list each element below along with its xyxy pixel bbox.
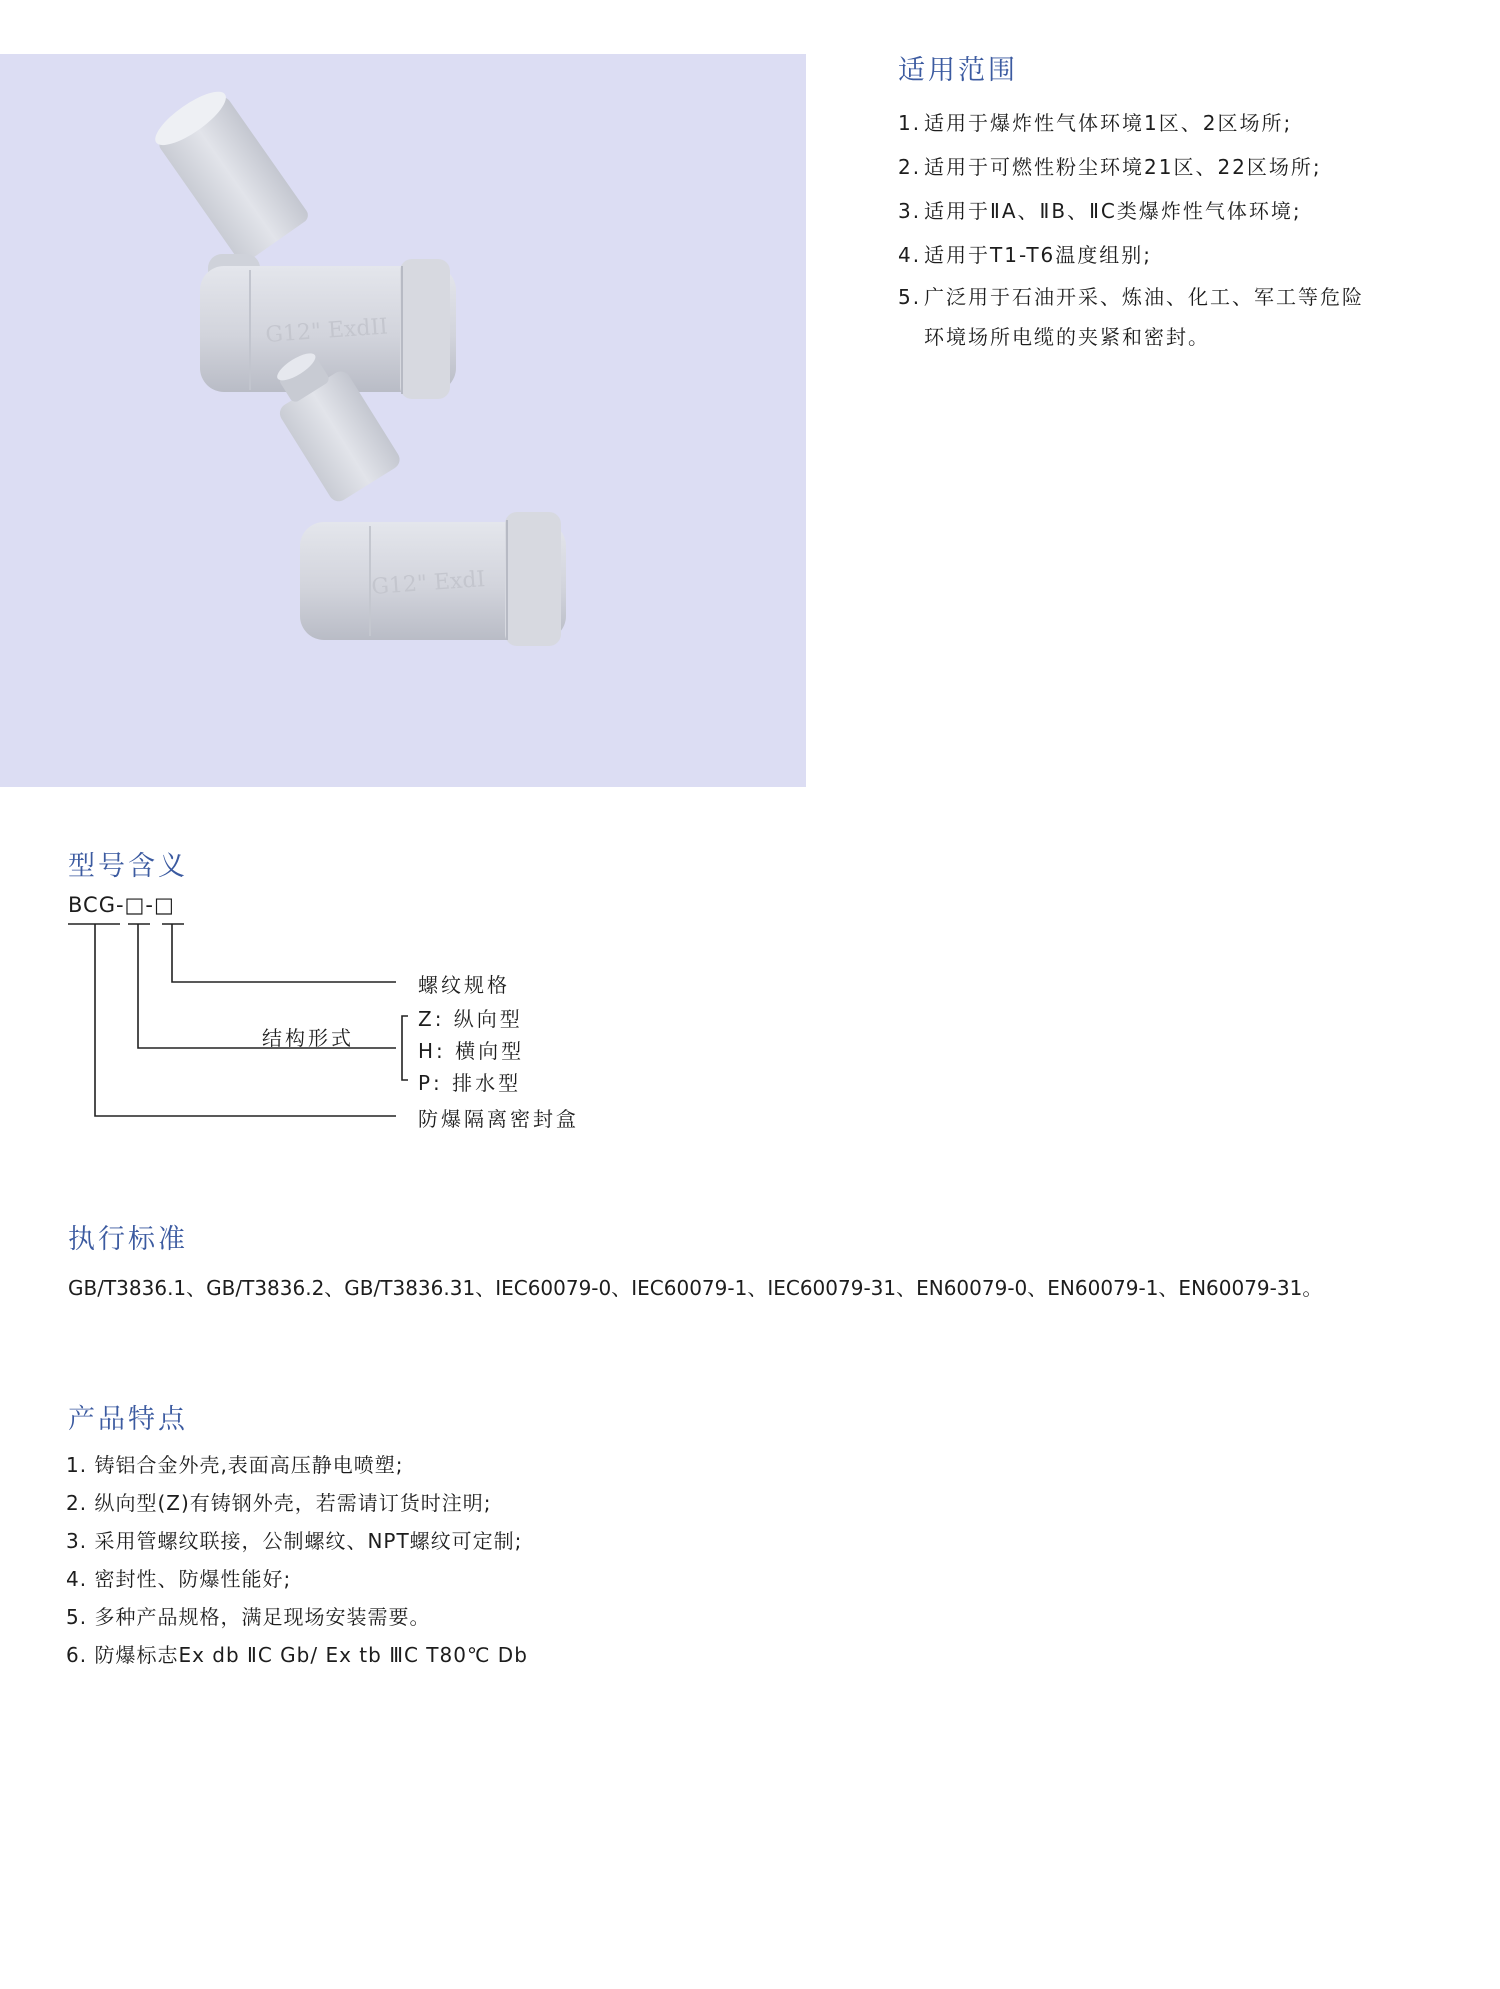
scope-item: 5. 广泛用于石油开采、炼油、化工、军工等危险 环境场所电缆的夹紧和密封。 xyxy=(898,285,1364,349)
features-heading: 产品特点 xyxy=(68,1404,188,1435)
feature-item: 5. 多种产品规格，满足现场安装需要。 xyxy=(66,1605,431,1629)
top-fitting-marking: G12" ExdII xyxy=(264,314,389,348)
feature-item: 6. 防爆标志Ex db ⅡC Gb/ Ex tb ⅢC T80℃ Db xyxy=(66,1643,528,1667)
scope-item: 1. 适用于爆炸性气体环境1区、2区场所; xyxy=(898,111,1293,135)
scope-list xyxy=(898,101,1478,357)
type-p-label: P: 排水型 xyxy=(418,1071,522,1095)
feature-item: 4. 密封性、防爆性能好; xyxy=(66,1567,292,1591)
scope-heading: 适用范围 xyxy=(898,55,1018,86)
scope-item: 4. 适用于T1-T6温度组别; xyxy=(898,243,1153,267)
top-fitting xyxy=(148,83,456,399)
model-code: BCG-□-□ xyxy=(68,893,175,917)
thread-spec-label: 螺纹规格 xyxy=(418,973,510,997)
features-list xyxy=(66,1446,966,1674)
product-photo-panel xyxy=(0,54,806,787)
type-z-label: Z: 纵向型 xyxy=(418,1007,523,1031)
feature-item: 1. 铸铝合金外壳,表面高压静电喷塑; xyxy=(66,1453,404,1477)
sealing-box-label: 防爆隔离密封盒 xyxy=(418,1107,579,1131)
standards-heading: 执行标准 xyxy=(68,1224,188,1255)
model-heading: 型号含义 xyxy=(68,851,188,882)
type-h-label: H: 横向型 xyxy=(418,1039,525,1063)
scope-item: 3. 适用于ⅡA、ⅡB、ⅡC类爆炸性气体环境; xyxy=(898,199,1302,223)
scope-item: 2. 适用于可燃性粉尘环境21区、22区场所; xyxy=(898,155,1322,179)
feature-item: 3. 采用管螺纹联接，公制螺纹、NPT螺纹可定制; xyxy=(66,1529,523,1553)
feature-item: 2. 纵向型(Z)有铸钢外壳，若需请订货时注明; xyxy=(66,1491,492,1515)
bottom-fitting-marking: G12" ExdI xyxy=(370,567,487,600)
standards-text: GB/T3836.1、GB/T3836.2、GB/T3836.31、IEC60079-0、IEC60079-1、IEC60079-31、EN60079-0、EN60079-1、EN60079-31。 xyxy=(68,1276,1323,1300)
product-photo xyxy=(0,54,806,787)
structure-form-label: 结构形式 xyxy=(262,1026,354,1050)
